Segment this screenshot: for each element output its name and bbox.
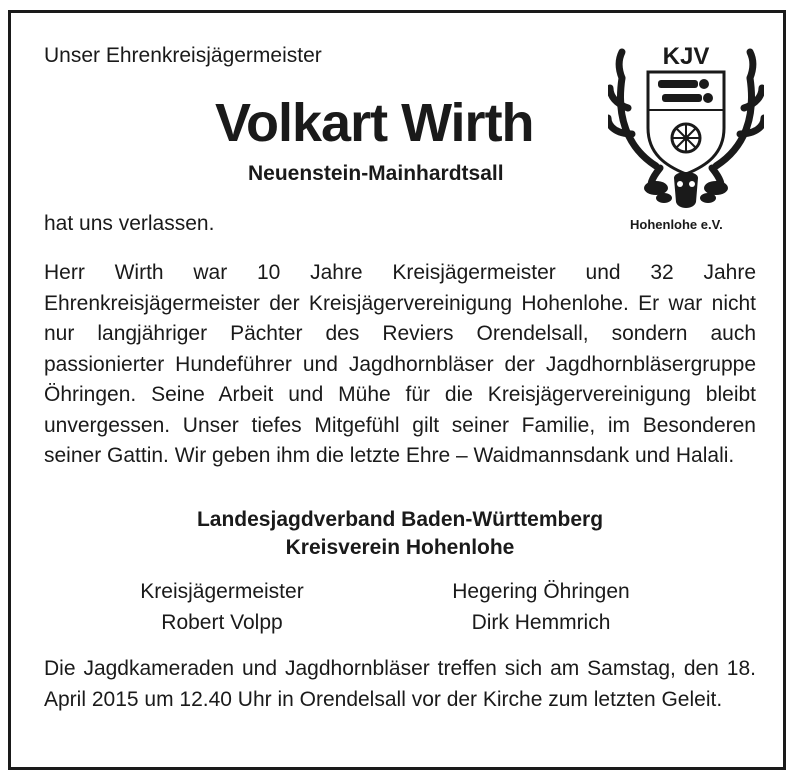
- organization-branch: Kreisverein Hohenlohe: [285, 536, 515, 559]
- signature-left-name: Robert Volpp: [161, 611, 283, 634]
- signature-right-title: Hegering Öhringen: [452, 580, 630, 603]
- logo-caption: Hohenlohe e.V.: [630, 217, 723, 232]
- hometown: Neuenstein-Mainhardtsall: [248, 162, 504, 185]
- intro-text: Unser Ehrenkreisjägermeister: [44, 44, 322, 67]
- funeral-announcement: Die Jagdkameraden und Jagdhornbläser treffen sich am Samstag, den 18. April 2015 um 12.40 Uhr in Orendelsall vor der Kirche zum letzten Geleit.: [44, 657, 756, 711]
- departure-phrase: hat uns verlassen.: [44, 212, 215, 235]
- logo-initials: KJV: [662, 43, 710, 70]
- signature-right: [412, 576, 670, 638]
- signature-left: [100, 576, 344, 638]
- signature-right-name: Dirk Hemmrich: [471, 611, 611, 634]
- signature-left-title: Kreisjägermeister: [140, 580, 304, 603]
- biography-paragraph: Herr Wirth war 10 Jahre Kreisjägermeister und 32 Jahre Ehrenkreisjägermeister der Kreisjägervereinigung Hohenlohe. Er war nicht nur langjähriger Pächter des Reviers Orendelsall, sondern auch passionierter Hundeführer und Jagdhornbläser der Jagdhornbläsergruppe Öhringen. Seine Arbeit und Mühe für die Kreisjägervereinigung bleibt unvergessen. Unser tiefes Mitgefühl gilt seiner Familie, im Besonderen seiner Gattin. Wir geben ihm die letzte Ehre – Waidmannsdank und Halali.: [44, 261, 756, 467]
- deceased-name: Volkart Wirth: [215, 93, 534, 153]
- kjv-logo: [608, 38, 764, 238]
- organization-name: Landesjagdverband Baden-Württemberg: [196, 508, 604, 531]
